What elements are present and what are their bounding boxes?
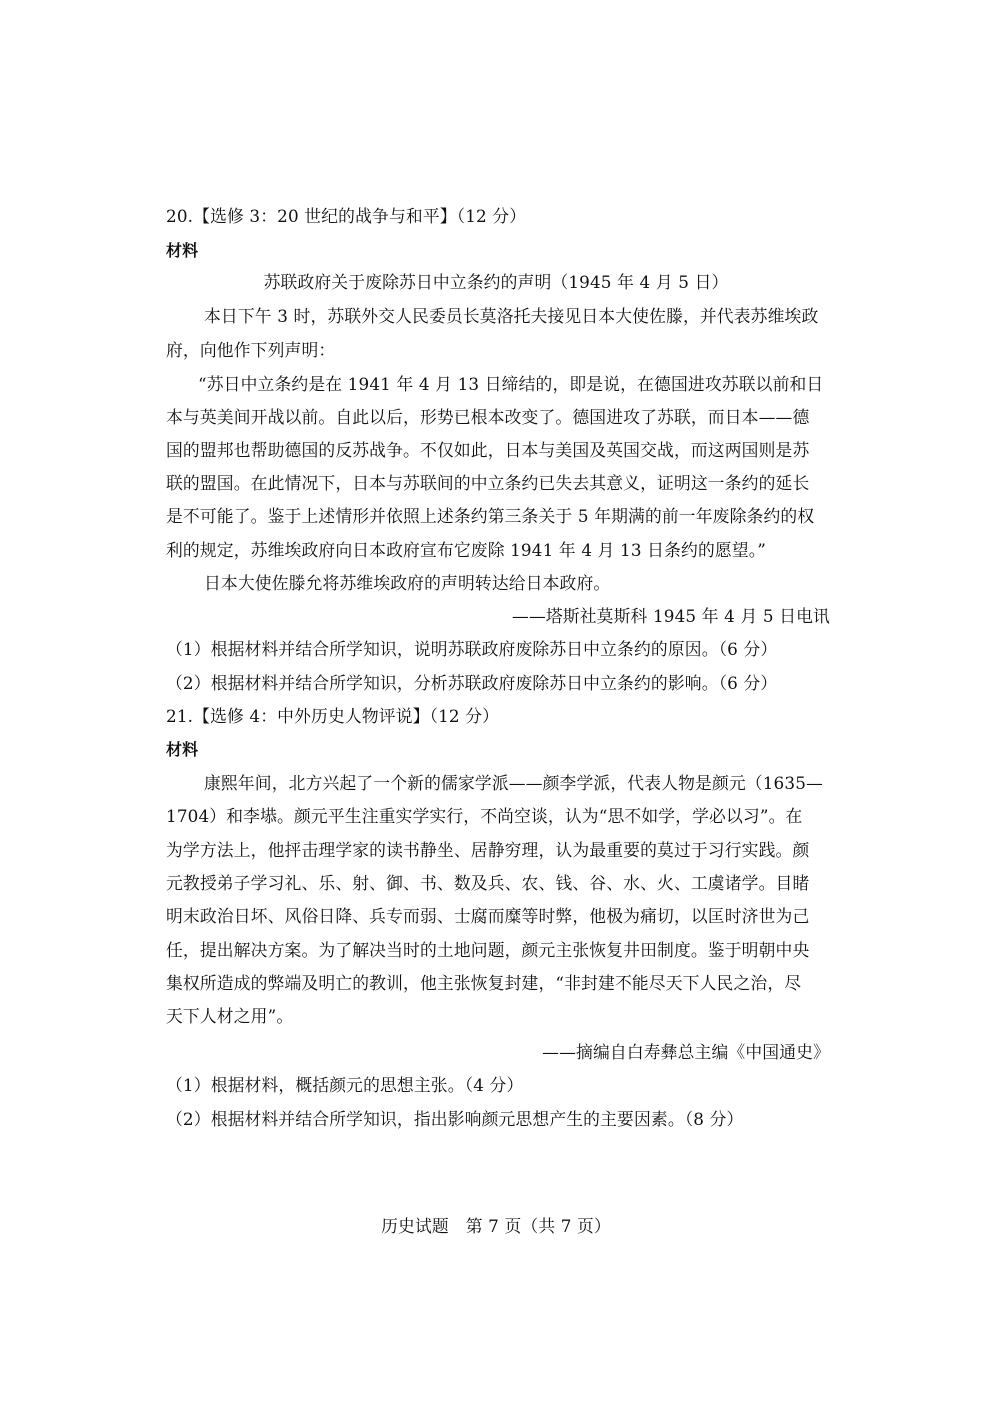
q20-paragraph-line: 本日下午 3 时，苏联外交人民委员长莫洛托夫接见日本大使佐滕，并代表苏维埃政 (204, 306, 819, 326)
q20-material-label: 材料 (166, 241, 199, 260)
q20-source: ——塔斯社莫斯科 1945 年 4 月 5 日电讯 (512, 606, 830, 626)
q20-quote-line: 利的规定，苏维埃政府向日本政府宣布它废除 1941 年 4 月 13 日条约的愿望。” (166, 540, 767, 560)
q20-quote-line: 国的盟邦也帮助德国的反苏战争。不仅如此，日本与美国及英国交战，而这两国则是苏 (166, 440, 810, 460)
q21-paragraph-line: 明末政治日坏、风俗日降、兵专而弱、士腐而糜等时弊，他极为痛切，以匡时济世为己 (166, 906, 810, 926)
q21-paragraph-line: 康熙年间，北方兴起了一个新的儒家学派——颜李学派，代表人物是颜元（1635— (204, 773, 823, 793)
q21-paragraph-line: 任，提出解决方案。为了解决当时的土地问题，颜元主张恢复井田制度。鉴于明朝中央 (166, 940, 810, 960)
q21-paragraph-line: 元教授弟子学习礼、乐、射、御、书、数及兵、农、钱、谷、水、火、工虞诸学。目睹 (166, 873, 810, 893)
q20-document-title: 苏联政府关于废除苏日中立条约的声明（1945 年 4 月 5 日） (263, 272, 729, 292)
q21-subquestion-2: （2）根据材料并结合所学知识，指出影响颜元思想产生的主要因素。（8 分） (166, 1109, 744, 1129)
q21-material-label: 材料 (166, 740, 199, 759)
q21-heading: 21.【选修 4：中外历史人物评说】（12 分） (166, 706, 500, 726)
q20-quote-line: 本与英美间开战以前。自此以后，形势已根本改变了。德国进攻了苏联，而日本——德 (166, 407, 810, 427)
q20-quote-line: 联的盟国。在此情况下，日本与苏联间的中立条约已失去其意义，证明这一条约的延长 (166, 473, 810, 493)
page-footer: 历史试题 第 7 页（共 7 页） (381, 1216, 611, 1236)
q20-quote-line: “苏日中立条约是在 1941 年 4 月 13 日缔结的，即是说，在德国进攻苏联以前和日 (198, 374, 824, 394)
q21-source: ——摘编自白寿彝总主编《中国通史》 (542, 1042, 830, 1062)
q20-subquestion-2: （2）根据材料并结合所学知识，分析苏联政府废除苏日中立条约的影响。（6 分） (166, 673, 778, 693)
q21-subquestion-1: （1）根据材料，概括颜元的思想主张。（4 分） (166, 1075, 524, 1095)
q21-paragraph-line: 集权所造成的弊端及明亡的教训，他主张恢复封建，“非封建不能尽天下人民之治，尽 (166, 973, 802, 993)
q20-quote-line: 是不可能了。鉴于上述情形并依照上述条约第三条关于 5 年期满的前一年废除条约的权 (166, 506, 815, 526)
q21-paragraph-line: 为学方法上，他抨击理学家的读书静坐、居静穷理，认为最重要的莫过于习行实践。颜 (166, 840, 810, 860)
q20-heading: 20.【选修 3：20 世纪的战争与和平】（12 分） (166, 206, 527, 226)
q21-paragraph-line: 1704）和李塨。颜元平生注重实学实行，不尚空谈，认为“思不如学，学必以习”。在 (166, 806, 803, 826)
q21-paragraph-line: 天下人材之用”。 (166, 1006, 294, 1026)
q20-paragraph-line: 府，向他作下列声明： (166, 340, 336, 360)
q20-subquestion-1: （1）根据材料并结合所学知识，说明苏联政府废除苏日中立条约的原因。（6 分） (166, 639, 778, 659)
q20-paragraph-line: 日本大使佐滕允将苏维埃政府的声明转达给日本政府。 (204, 573, 611, 593)
